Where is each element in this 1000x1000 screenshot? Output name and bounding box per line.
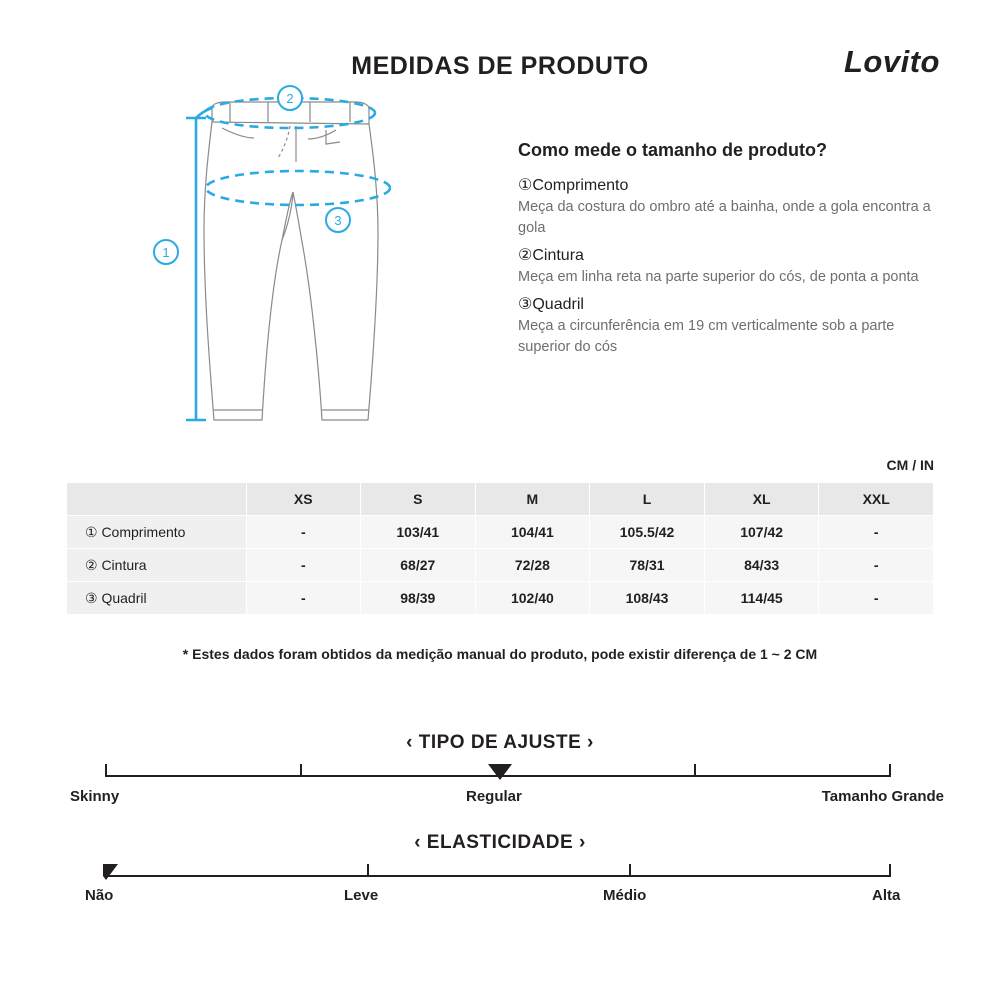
stretch-label-high: Alta — [872, 887, 901, 904]
instruction-body-length: Meça da costura do ombro até a bainha, onde a gola encontra a gola — [518, 199, 931, 237]
units-label: CM / IN — [886, 457, 934, 473]
instruction-title-hip: ③Quadril — [518, 296, 584, 314]
cell-waist-s: 68/27 — [361, 549, 476, 582]
cell-hip-xl: 114/45 — [704, 582, 819, 615]
stretch-label-light: Leve — [344, 887, 379, 904]
table-header-xs: XS — [246, 483, 360, 516]
cell-hip-s: 98/39 — [361, 582, 476, 615]
stretch-label-medium: Médio — [603, 887, 647, 904]
diagram-marker-3: 3 — [334, 213, 342, 228]
table-header-xxl: XXL — [819, 483, 934, 516]
cell-hip-l: 108/43 — [590, 582, 705, 615]
cell-length-s: 103/41 — [361, 516, 476, 549]
fit-scale-labels — [0, 788, 1000, 808]
instruction-body-waist: Meça em linha reta na parte superior do cós, de ponta a ponta — [518, 269, 919, 286]
table-header-m: M — [475, 483, 590, 516]
cell-length-xs: - — [246, 516, 360, 549]
page-title: MEDIDAS DE PRODUTO — [351, 52, 649, 80]
stretch-scale-marker — [103, 864, 118, 880]
pants-measurement-diagram — [150, 80, 480, 450]
measurement-instructions — [518, 140, 938, 364]
table-header-l: L — [590, 483, 705, 516]
cell-waist-l: 78/31 — [590, 549, 705, 582]
instruction-body-hip: Meça a circunferência em 19 cm verticalmente sob a parte superior do cós — [518, 318, 895, 356]
cell-waist-xs: - — [246, 549, 360, 582]
table-row — [67, 549, 934, 582]
row-label-hip: ③ Quadril — [67, 582, 247, 615]
stretch-scale — [103, 858, 893, 888]
fit-scale-marker — [488, 764, 512, 780]
fit-label-regular: Regular — [466, 788, 522, 805]
cell-length-xxl: - — [819, 516, 934, 549]
table-row — [67, 582, 934, 615]
table-header-row — [67, 483, 934, 516]
cell-length-xl: 107/42 — [704, 516, 819, 549]
stretch-label-none: Não — [85, 887, 114, 904]
table-row — [67, 516, 934, 549]
brand-logo: Lovito — [844, 44, 940, 79]
table-header-s: S — [361, 483, 476, 516]
cell-hip-xs: - — [246, 582, 360, 615]
stretch-scale-title: ‹ ELASTICIDADE › — [414, 832, 586, 853]
cell-waist-xl: 84/33 — [704, 549, 819, 582]
cell-waist-xxl: - — [819, 549, 934, 582]
size-table — [66, 482, 934, 615]
cell-hip-m: 102/40 — [475, 582, 590, 615]
diagram-marker-2: 2 — [286, 91, 294, 106]
fit-scale-title: ‹ TIPO DE AJUSTE › — [406, 732, 594, 753]
fit-label-skinny: Skinny — [70, 788, 120, 805]
cell-hip-xxl: - — [819, 582, 934, 615]
fit-scale — [103, 758, 893, 788]
cell-length-l: 105.5/42 — [590, 516, 705, 549]
row-label-length: ① Comprimento — [67, 516, 247, 549]
instruction-title-length: ①Comprimento — [518, 177, 629, 194]
instruction-title-waist: ②Cintura — [518, 247, 584, 265]
cell-waist-m: 72/28 — [475, 549, 590, 582]
measurement-note: * Estes dados foram obtidos da medição manual do produto, pode existir diferença de 1 ~ 2 CM — [182, 646, 818, 662]
table-header-corner — [67, 483, 247, 516]
instructions-heading: Como mede o tamanho de produto? — [518, 140, 827, 160]
row-label-waist: ② Cintura — [67, 549, 247, 582]
fit-label-oversize: Tamanho Grande — [821, 788, 944, 805]
table-header-xl: XL — [704, 483, 819, 516]
diagram-marker-1: 1 — [162, 245, 170, 260]
stretch-scale-labels — [0, 887, 1000, 907]
cell-length-m: 104/41 — [475, 516, 590, 549]
